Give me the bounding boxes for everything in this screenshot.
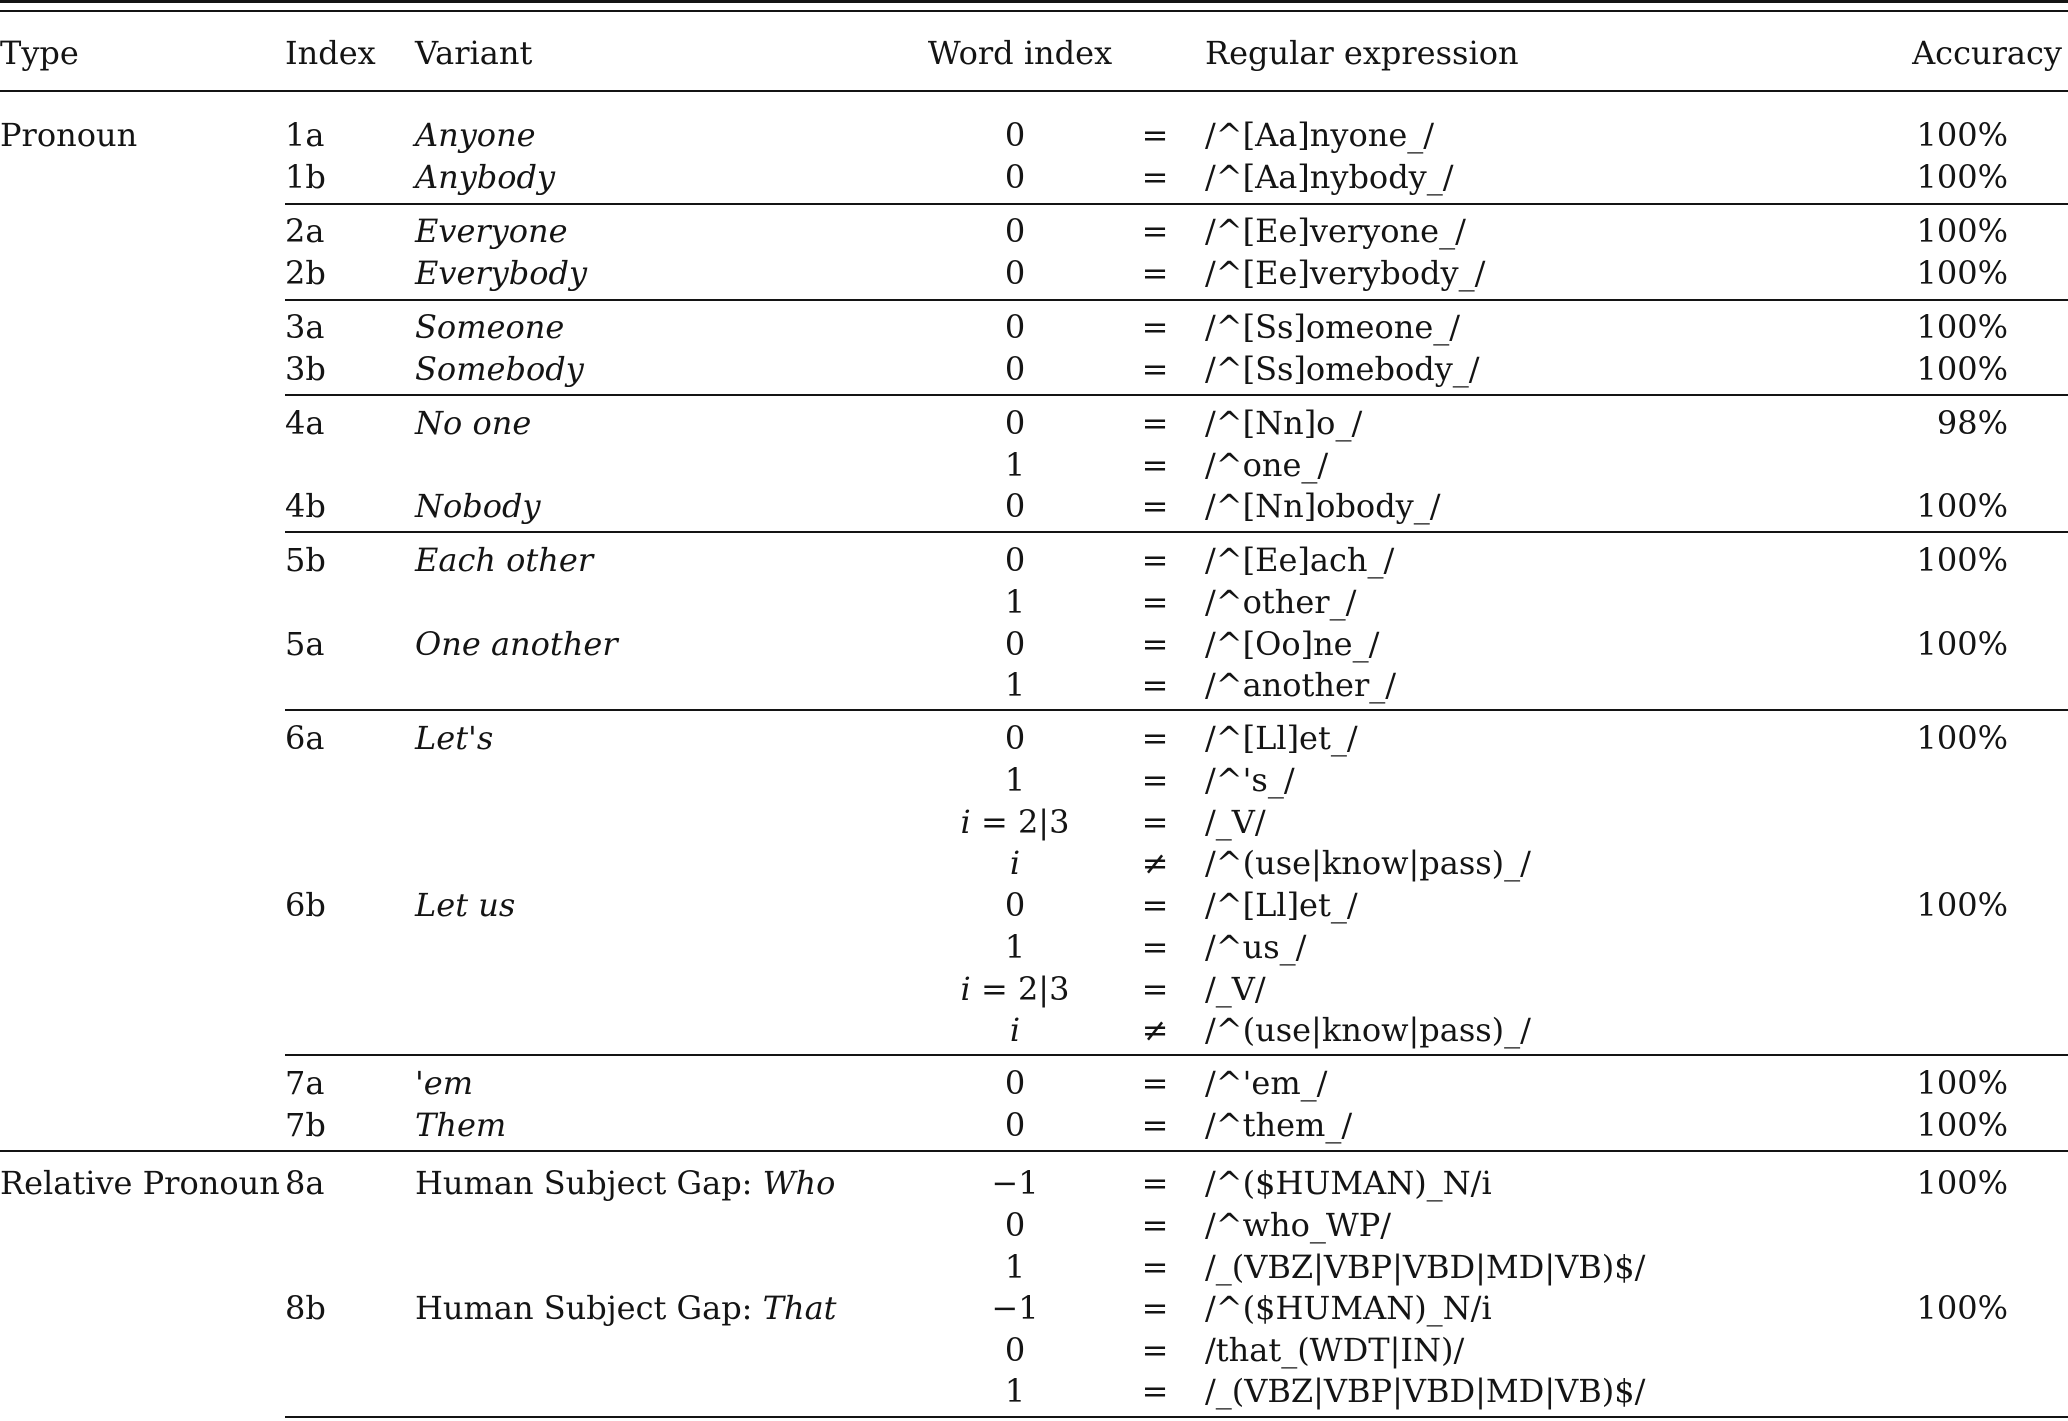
row-accuracy: 100%: [1916, 625, 2008, 663]
row-regex: /^($HUMAN)_N/i: [1205, 1164, 1492, 1202]
section-rule: [0, 1150, 2068, 1152]
row-index: 1a: [285, 116, 325, 154]
row-relation: =: [1141, 1331, 1169, 1369]
type-pronoun: Pronoun: [0, 116, 138, 154]
row-word-index: 1: [1004, 446, 1026, 484]
row-variant: No one: [415, 404, 532, 442]
row-variant: Everybody: [415, 254, 588, 292]
row-index: 8b: [285, 1289, 326, 1327]
row-accuracy: 100%: [1916, 1164, 2008, 1202]
row-regex: /^($HUMAN)_N/i: [1205, 1289, 1492, 1327]
row-variant: Anyone: [415, 116, 536, 154]
group-rule: [285, 203, 2068, 205]
row-word-index: 1: [1004, 1372, 1026, 1410]
row-regex: /^(use|know|pass)_/: [1205, 844, 1531, 882]
row-word-index: i: [1009, 844, 1021, 882]
row-index: 2b: [285, 254, 326, 292]
row-accuracy: [1860, 802, 2008, 842]
row-variant-word: Who: [762, 1164, 836, 1202]
row-relation: =: [1141, 625, 1169, 663]
row-word-index: 0: [1004, 212, 1026, 250]
row-relation: =: [1141, 1164, 1169, 1202]
row-relation: =: [1141, 928, 1169, 966]
row-variant: Somebody: [415, 350, 584, 388]
group-rule: [285, 531, 2068, 533]
row-word-index: 0: [1004, 1106, 1026, 1144]
top-rule-double: [0, 10, 2068, 12]
row-relation: =: [1141, 212, 1169, 250]
row-word-index: 0: [1004, 1064, 1026, 1102]
top-rule: [0, 0, 2068, 3]
row-word-index: i = 2|3: [960, 970, 1070, 1008]
header-index: Index: [285, 34, 376, 72]
row-relation: =: [1141, 541, 1169, 579]
row-relation: ≠: [1141, 844, 1169, 882]
row-regex: /_V/: [1205, 803, 1266, 841]
row-relation: ≠: [1141, 1011, 1169, 1049]
row-relation: =: [1141, 446, 1169, 484]
row-regex: /^[Ee]verybody_/: [1205, 254, 1486, 292]
row-word-index: 0: [1004, 886, 1026, 924]
row-relation: =: [1141, 1248, 1169, 1286]
row-word-index: i = 2|3: [960, 803, 1070, 841]
row-index: 8a: [285, 1164, 325, 1202]
row-word-index: 0: [1004, 158, 1026, 196]
header-rule: [0, 90, 2068, 92]
row-relation: =: [1141, 1372, 1169, 1410]
row-relation: =: [1141, 666, 1169, 704]
row-regex: /^[Oo]ne_/: [1205, 625, 1380, 663]
row-relation: =: [1141, 404, 1169, 442]
type-relative-pronoun: Relative Pronoun: [0, 1164, 280, 1202]
row-regex: /^[Aa]nyone_/: [1205, 116, 1435, 154]
row-word-index: 0: [1004, 719, 1026, 757]
row-regex: /^other_/: [1205, 583, 1357, 621]
row-relation: =: [1141, 350, 1169, 388]
row-variant: [415, 1163, 835, 1203]
row-regex: /^one_/: [1205, 446, 1329, 484]
row-index: 2a: [285, 212, 325, 250]
row-regex: /^us_/: [1205, 928, 1307, 966]
row-word-index: i: [1009, 1011, 1021, 1049]
row-relation: =: [1141, 158, 1169, 196]
row-accuracy: [1860, 582, 2008, 622]
row-regex: /^[Ss]omebody_/: [1205, 350, 1480, 388]
row-accuracy: 100%: [1916, 350, 2008, 388]
row-relation: =: [1141, 761, 1169, 799]
row-regex: /^'s_/: [1205, 761, 1295, 799]
row-accuracy: 98%: [1936, 404, 2008, 442]
row-relation: =: [1141, 803, 1169, 841]
row-accuracy: 100%: [1916, 541, 2008, 579]
row-index: 5a: [285, 625, 325, 663]
group-rule: [285, 299, 2068, 301]
row-variant-label: Human Subject Gap:: [415, 1289, 763, 1327]
row-word-index: −1: [991, 1289, 1039, 1327]
row-variant: [415, 1288, 837, 1328]
header-variant: Variant: [415, 34, 533, 72]
row-word-index: 0: [1004, 254, 1026, 292]
row-relation: =: [1141, 116, 1169, 154]
row-regex: /^another_/: [1205, 666, 1397, 704]
row-accuracy: [1860, 665, 2008, 705]
row-regex: /^[Aa]nybody_/: [1205, 158, 1454, 196]
row-relation: =: [1141, 583, 1169, 621]
row-word-index: 0: [1004, 350, 1026, 388]
row-regex: /^[Ll]et_/: [1205, 886, 1358, 924]
group-rule: [285, 1054, 2068, 1056]
row-relation: =: [1141, 1206, 1169, 1244]
row-variant: One another: [415, 625, 618, 663]
row-word-index: 0: [1004, 116, 1026, 154]
row-accuracy: [1860, 1205, 2008, 1245]
row-relation: =: [1141, 719, 1169, 757]
row-accuracy: [1860, 1010, 2008, 1050]
row-word-index: 1: [1004, 928, 1026, 966]
row-regex: /^[Ee]veryone_/: [1205, 212, 1466, 250]
row-index: 1b: [285, 158, 326, 196]
row-regex: /^[Ll]et_/: [1205, 719, 1358, 757]
row-variant: 'em: [415, 1064, 474, 1102]
bottom-rule: [285, 1416, 2068, 1418]
row-word-index: 0: [1004, 404, 1026, 442]
row-variant: Nobody: [415, 487, 541, 525]
row-variant: Someone: [415, 308, 565, 346]
row-accuracy: 100%: [1916, 886, 2008, 924]
row-regex: /^(use|know|pass)_/: [1205, 1011, 1531, 1049]
row-accuracy: 100%: [1916, 1106, 2008, 1144]
row-variant: Everyone: [415, 212, 568, 250]
row-accuracy: 100%: [1916, 158, 2008, 196]
row-word-index: 1: [1004, 583, 1026, 621]
row-word-index: 1: [1004, 1248, 1026, 1286]
row-accuracy: [1860, 1247, 2008, 1287]
group-rule: [285, 709, 2068, 711]
header-accuracy: Accuracy: [1912, 34, 2062, 72]
row-variant: Anybody: [415, 158, 556, 196]
row-regex: /^them_/: [1205, 1106, 1353, 1144]
row-variant: Let us: [415, 886, 516, 924]
row-index: 3a: [285, 308, 325, 346]
row-word-index: 0: [1004, 1206, 1026, 1244]
row-accuracy: 100%: [1916, 116, 2008, 154]
row-regex: /that_(WDT|IN)/: [1205, 1331, 1465, 1369]
row-index: 7a: [285, 1064, 325, 1102]
row-word-index: 0: [1004, 1331, 1026, 1369]
row-variant: Let's: [415, 719, 494, 757]
row-accuracy: [1860, 969, 2008, 1009]
row-relation: =: [1141, 487, 1169, 525]
row-word-index: 0: [1004, 487, 1026, 525]
row-relation: =: [1141, 1289, 1169, 1327]
row-relation: =: [1141, 1106, 1169, 1144]
row-relation: =: [1141, 254, 1169, 292]
row-index: 6b: [285, 886, 326, 924]
row-index: 6a: [285, 719, 325, 757]
row-word-index: 0: [1004, 308, 1026, 346]
row-regex: /^[Ss]omeone_/: [1205, 308, 1461, 346]
row-accuracy: 100%: [1916, 719, 2008, 757]
row-accuracy: 100%: [1916, 487, 2008, 525]
row-regex: /^[Ee]ach_/: [1205, 541, 1395, 579]
row-accuracy: 100%: [1916, 1064, 2008, 1102]
row-variant: Them: [415, 1106, 507, 1144]
row-regex: /^[Nn]obody_/: [1205, 487, 1441, 525]
row-word-index: −1: [991, 1164, 1039, 1202]
row-accuracy: [1860, 927, 2008, 967]
row-relation: =: [1141, 886, 1169, 924]
row-variant-word: That: [762, 1289, 837, 1327]
row-word-index: 1: [1004, 761, 1026, 799]
row-index: 4b: [285, 487, 326, 525]
row-accuracy: [1860, 1330, 2008, 1370]
row-regex: /^who_WP/: [1205, 1206, 1392, 1244]
row-regex: /_(VBZ|VBP|VBD|MD|VB)$/: [1205, 1248, 1646, 1286]
row-word-index: 0: [1004, 625, 1026, 663]
row-accuracy: [1860, 760, 2008, 800]
row-relation: =: [1141, 308, 1169, 346]
row-accuracy: 100%: [1916, 212, 2008, 250]
header-type: Type: [0, 34, 79, 72]
header-word-index: Word index: [927, 34, 1113, 72]
row-variant-label: Human Subject Gap:: [415, 1164, 763, 1202]
row-regex: /^[Nn]o_/: [1205, 404, 1363, 442]
row-regex: /_V/: [1205, 970, 1266, 1008]
row-index: 3b: [285, 350, 326, 388]
group-rule: [285, 394, 2068, 396]
row-word-index: 1: [1004, 666, 1026, 704]
row-accuracy: [1860, 445, 2008, 485]
row-accuracy: [1860, 843, 2008, 883]
row-accuracy: 100%: [1916, 1289, 2008, 1327]
row-regex: /^'em_/: [1205, 1064, 1328, 1102]
row-accuracy: [1860, 1371, 2008, 1411]
row-relation: =: [1141, 970, 1169, 1008]
header-regex: Regular expression: [1205, 34, 1519, 72]
row-word-index: 0: [1004, 541, 1026, 579]
row-accuracy: 100%: [1916, 308, 2008, 346]
row-regex: /_(VBZ|VBP|VBD|MD|VB)$/: [1205, 1372, 1646, 1410]
row-accuracy: 100%: [1916, 254, 2008, 292]
row-index: 7b: [285, 1106, 326, 1144]
row-index: 5b: [285, 541, 326, 579]
row-index: 4a: [285, 404, 325, 442]
row-variant: Each other: [415, 541, 594, 579]
row-relation: =: [1141, 1064, 1169, 1102]
